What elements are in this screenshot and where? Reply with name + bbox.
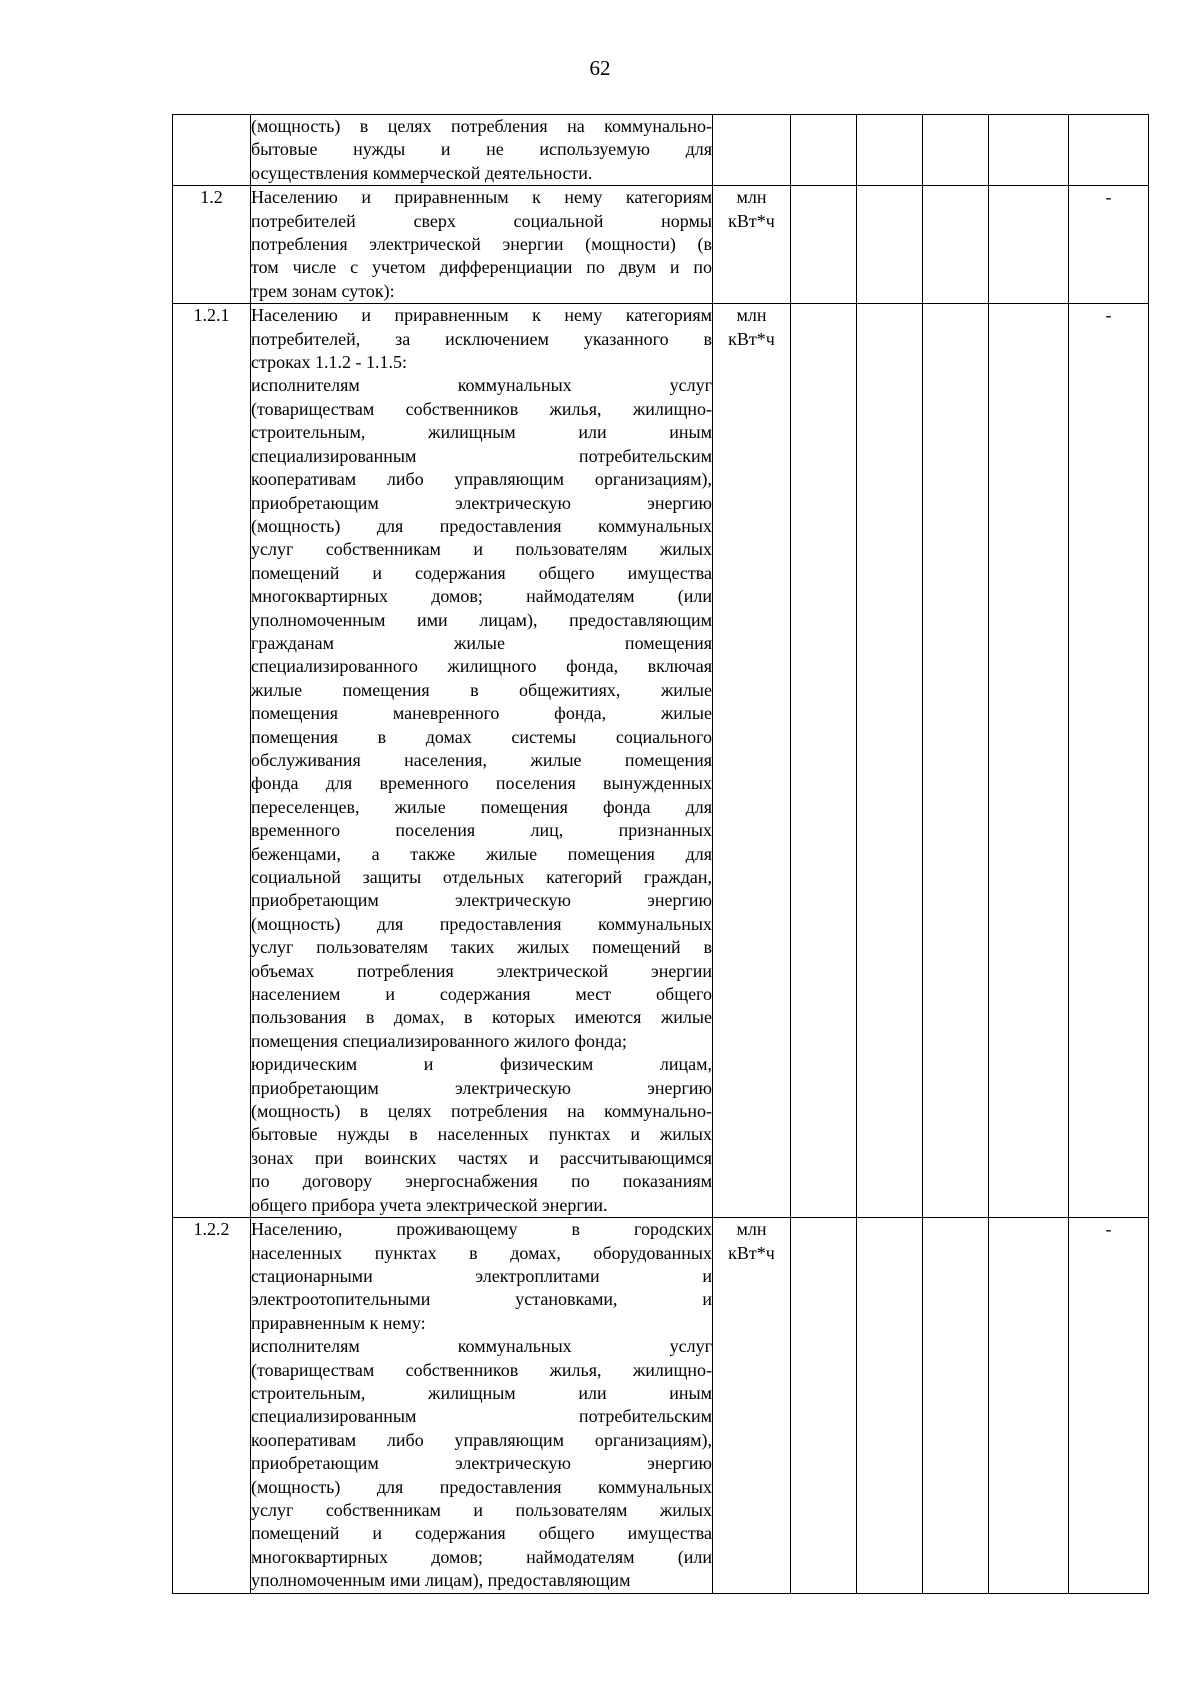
- table-row: [173, 115, 1149, 186]
- description-line: пользования в домах, в которых имеются жилые: [251, 1007, 712, 1028]
- row-description: [251, 186, 713, 304]
- description-line: том числе с учетом дифференциации по двум и по: [251, 257, 712, 278]
- unit-line: кВт*ч: [728, 1242, 775, 1263]
- description-line: услуг пользователям таких жилых помещений в: [251, 937, 712, 958]
- description-line: (мощность) для предоставления коммунальных: [251, 515, 712, 536]
- description-line: социальной защиты отдельных категорий граждан,: [251, 867, 712, 887]
- description-line: трем зонам суток):: [251, 280, 395, 301]
- description-line: потребления электрической энергии (мощности) (в: [251, 234, 712, 255]
- value-cell: [1069, 115, 1149, 186]
- empty-value-cell: [857, 186, 923, 304]
- description-line: услуг собственникам и пользователям жилых: [251, 539, 712, 560]
- empty-value-cell: [923, 304, 989, 1218]
- description-line: многоквартирных домов; наймодателям (или: [251, 586, 712, 607]
- description-line: уполномоченным ими лицам), предоставляющим: [251, 609, 712, 630]
- value-cell: -: [1069, 304, 1149, 1218]
- empty-value-cell: [857, 115, 923, 186]
- description-line: (мощность) для предоставления коммунальных: [251, 913, 712, 934]
- description-line: многоквартирных домов; наймодателям (или: [251, 1546, 712, 1567]
- empty-value-cell: [857, 304, 923, 1218]
- description-line: юридическим и физическим лицам,: [251, 1054, 712, 1075]
- unit-line: кВт*ч: [728, 210, 775, 231]
- description-line: специализированным потребительским: [251, 1406, 712, 1427]
- page-number: 62: [589, 56, 611, 80]
- unit-line: млн: [736, 1219, 767, 1240]
- tariff-table: [172, 114, 1149, 1594]
- unit-line: млн: [736, 305, 767, 326]
- description-line: приравненным к нему:: [251, 1312, 426, 1333]
- unit-cell: [713, 115, 791, 186]
- description-line: по договору энергоснабжения по показаниям: [251, 1171, 712, 1192]
- description-line: переселенцев, жилые помещения фонда для: [251, 796, 712, 817]
- description-line: объемах потребления электрической энергии: [251, 960, 712, 981]
- description-line: исполнителям коммунальных услуг: [251, 1336, 712, 1357]
- description-line: строительным, жилищным или иным: [251, 1382, 712, 1403]
- description-line: уполномоченным ими лицам), предоставляющим: [251, 1570, 631, 1591]
- empty-value-cell: [857, 1218, 923, 1594]
- description-line: (мощность) для предоставления коммунальных: [251, 1476, 712, 1497]
- empty-value-cell: [989, 186, 1069, 304]
- description-line: (товариществам собственников жилья, жилищно-: [251, 1359, 712, 1380]
- description-line: временного поселения лиц, признанных: [251, 820, 712, 841]
- description-line: приобретающим электрическую энергию: [251, 890, 712, 911]
- description-line: гражданам жилые помещения: [251, 632, 712, 653]
- description-line: (мощность) в целях потребления на коммунально-: [251, 116, 712, 136]
- description-line: кооперативам либо управляющим организациям),: [251, 1429, 712, 1450]
- description-line: приобретающим электрическую энергию: [251, 1077, 712, 1098]
- description-line: зонах при воинских частях и рассчитывающимся: [251, 1147, 712, 1168]
- table-row: [173, 1218, 1149, 1594]
- description-line: электроотопительными установками, и: [251, 1289, 712, 1310]
- description-line: общего прибора учета электрической энергии.: [251, 1194, 608, 1215]
- description-line: Населению и приравненным к нему категориям: [251, 187, 712, 208]
- description-line: обслуживания населения, жилые помещения: [251, 749, 712, 770]
- empty-value-cell: [923, 1218, 989, 1594]
- row-description: [251, 115, 713, 186]
- description-line: стационарными электроплитами и: [251, 1265, 712, 1286]
- description-line: беженцами, а также жилые помещения для: [251, 843, 712, 864]
- description-line: помещения специализированного жилого фонда;: [251, 1030, 627, 1051]
- empty-value-cell: [989, 1218, 1069, 1594]
- unit-line: кВт*ч: [728, 328, 775, 349]
- unit-cell: [713, 304, 791, 1218]
- row-number: 1.2.2: [173, 1218, 251, 1594]
- description-line: кооперативам либо управляющим организациям),: [251, 469, 712, 490]
- description-line: приобретающим электрическую энергию: [251, 492, 712, 513]
- description-line: (мощность) в целях потребления на коммунально-: [251, 1101, 712, 1122]
- description-line: помещения маневренного фонда, жилые: [251, 703, 712, 724]
- description-line: фонда для временного поселения вынужденных: [251, 773, 712, 794]
- empty-value-cell: [923, 186, 989, 304]
- description-line: Населению, проживающему в городских: [251, 1219, 712, 1240]
- row-description: [251, 304, 713, 1218]
- description-line: населенных пунктах в домах, оборудованных: [251, 1242, 712, 1263]
- row-number: 1.2: [173, 186, 251, 304]
- empty-value-cell: [791, 186, 857, 304]
- value-cell: -: [1069, 1218, 1149, 1594]
- unit-line: млн: [736, 187, 767, 208]
- table-row: [173, 186, 1149, 304]
- description-line: строительным, жилищным или иным: [251, 422, 712, 443]
- row-number: [173, 115, 251, 186]
- empty-value-cell: [923, 115, 989, 186]
- description-line: бытовые нужды и не используемую для: [251, 139, 712, 160]
- description-line: потребителей сверх социальной нормы: [251, 210, 712, 231]
- description-line: приобретающим электрическую энергию: [251, 1453, 712, 1474]
- description-line: бытовые нужды в населенных пунктах и жилых: [251, 1124, 712, 1145]
- empty-value-cell: [989, 115, 1069, 186]
- description-line: помещения в домах системы социального: [251, 726, 712, 747]
- description-line: населением и содержания мест общего: [251, 984, 712, 1005]
- description-line: услуг собственникам и пользователям жилых: [251, 1499, 712, 1520]
- empty-value-cell: [791, 304, 857, 1218]
- description-line: (товариществам собственников жилья, жилищно-: [251, 398, 712, 419]
- description-line: строках 1.1.2 - 1.1.5:: [251, 352, 408, 373]
- row-number: 1.2.1: [173, 304, 251, 1218]
- description-line: осуществления коммерческой деятельности.: [251, 162, 593, 183]
- description-line: потребителей, за исключением указанного в: [251, 328, 712, 349]
- unit-cell: [713, 186, 791, 304]
- description-line: помещений и содержания общего имущества: [251, 562, 712, 583]
- description-line: специализированным потребительским: [251, 445, 712, 466]
- description-line: исполнителям коммунальных услуг: [251, 375, 712, 396]
- empty-value-cell: [989, 304, 1069, 1218]
- empty-value-cell: [791, 115, 857, 186]
- value-cell: -: [1069, 186, 1149, 304]
- description-line: помещений и содержания общего имущества: [251, 1523, 712, 1544]
- table-row: [173, 304, 1149, 1218]
- empty-value-cell: [791, 1218, 857, 1594]
- description-line: Населению и приравненным к нему категориям: [251, 305, 712, 326]
- description-line: специализированного жилищного фонда, включая: [251, 656, 712, 677]
- description-line: жилые помещения в общежитиях, жилые: [251, 679, 712, 700]
- unit-cell: [713, 1218, 791, 1594]
- row-description: [251, 1218, 713, 1594]
